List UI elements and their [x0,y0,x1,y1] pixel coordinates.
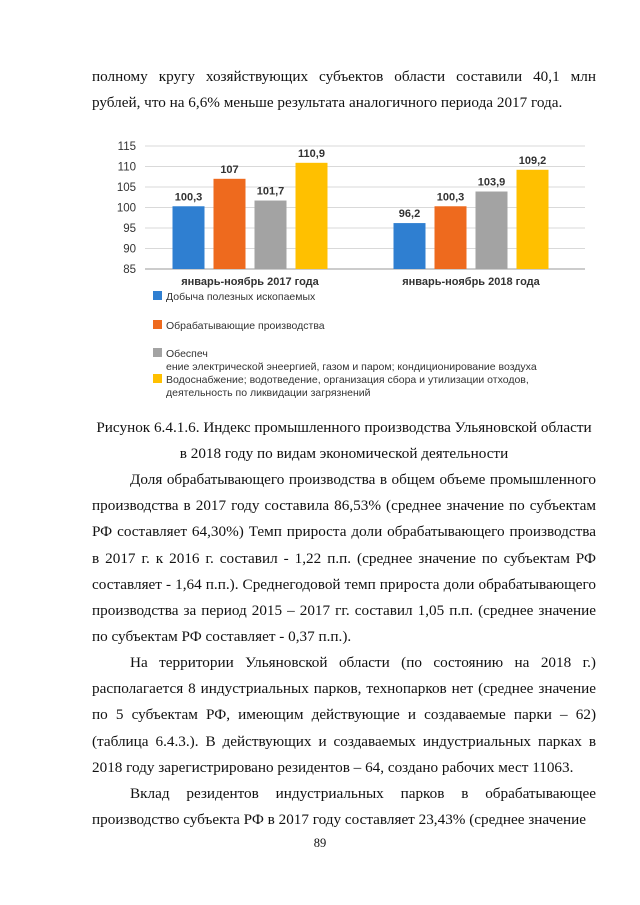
bar [296,163,328,269]
x-category-label: январь-ноябрь 2018 года [402,276,540,288]
legend-label: Обрабатывающие производства [166,320,325,332]
y-tick-label: 115 [117,141,136,153]
bar-data-label: 100,3 [436,191,465,204]
bar-data-label: 107 [220,163,239,176]
bar [255,201,287,269]
y-tick-label: 85 [123,264,136,276]
bar-data-label: 100,3 [174,191,203,204]
bar [476,192,508,269]
figure-caption-line-1: Рисунок 6.4.1.6. Индекс промышленного производства Ульяновской области [96,419,592,436]
bar [214,179,246,269]
paragraph-manufacturing-share: Доля обрабатывающего производства в общем объеме промышленного производства в 2017 году составила 86,53% (среднее значение по субъектам РФ составляет 64,30%) Темп прироста доли обрабатывающего производства в 2017 г. к 2016 г. составил - 1,22 п.п. (среднее значение по субъектам РФ составляет - 1,64 п.п.). Среднегодовой темп прироста доли обрабатывающего производства за период 2015 – 2017 гг. составил 1,05 п.п. (среднее значение по субъектам РФ составляет - 0,37 п.п.). [92,471,596,646]
page-number: 89 [313,836,327,850]
bar [173,206,205,269]
industrial-index-chart [100,130,600,415]
paragraph-industrial-parks: На территории Ульяновской области (по состоянию на 2018 г.) располагается 8 индустриальных парков, технопарков нет (среднее значение по 5 субъектам РФ, имеющим действующие и создаваемые парки – 62) (таблица 6.4.3.). В действующих и создаваемых индустриальных парках в 2018 году зарегистрировано резидентов – 64, создано рабочих мест 11063. [92,654,596,776]
legend-label: Добыча полезных ископаемых [166,291,316,303]
y-tick-label: 95 [123,223,136,235]
y-tick-label: 100 [116,202,136,215]
bar-data-label: 109,2 [518,154,547,167]
intro-paragraph: полному кругу хозяйствующих субъектов области составили 40,1 млн рублей, что на 6,6% меньше результата аналогичного периода 2017 года. [92,68,596,112]
legend-label-continued: ение электрической энеергией, газом и паром; кондиционирование воздуха [166,361,537,373]
figure-caption-line-2: в 2018 году по видам экономической деятельности [179,445,509,462]
bar [394,223,426,269]
bar [435,206,467,269]
y-tick-label: 110 [117,161,136,174]
legend-label: Водоснабжение; водотведение, организация сбора и утилизации отходов, [166,374,529,386]
legend-swatch [153,291,162,300]
legend-label-continued: деятельность по ликвидации загрязнений [166,387,371,399]
legend-swatch [153,374,162,383]
y-tick-label: 90 [123,243,136,256]
legend-swatch [153,348,162,357]
paragraph-residents-contribution: Вклад резидентов индустриальных парков в обрабатывающее производство субъекта РФ в 2017 году составляет 23,43% (среднее значение [92,785,596,829]
x-category-label: январь-ноябрь 2017 года [181,276,319,288]
legend-swatch [153,320,162,329]
bar-data-label: 110,9 [298,147,325,160]
bar [517,170,549,269]
bar-data-label: 103,9 [477,176,506,189]
y-tick-label: 105 [116,182,136,194]
legend-label: Обеспеч [166,348,208,360]
chart-legend [153,291,537,399]
bar-data-label: 101,7 [256,185,285,198]
chart-bars [173,148,549,269]
bar-data-label: 96,2 [398,208,421,221]
y-axis [117,141,136,276]
x-axis [181,276,540,288]
